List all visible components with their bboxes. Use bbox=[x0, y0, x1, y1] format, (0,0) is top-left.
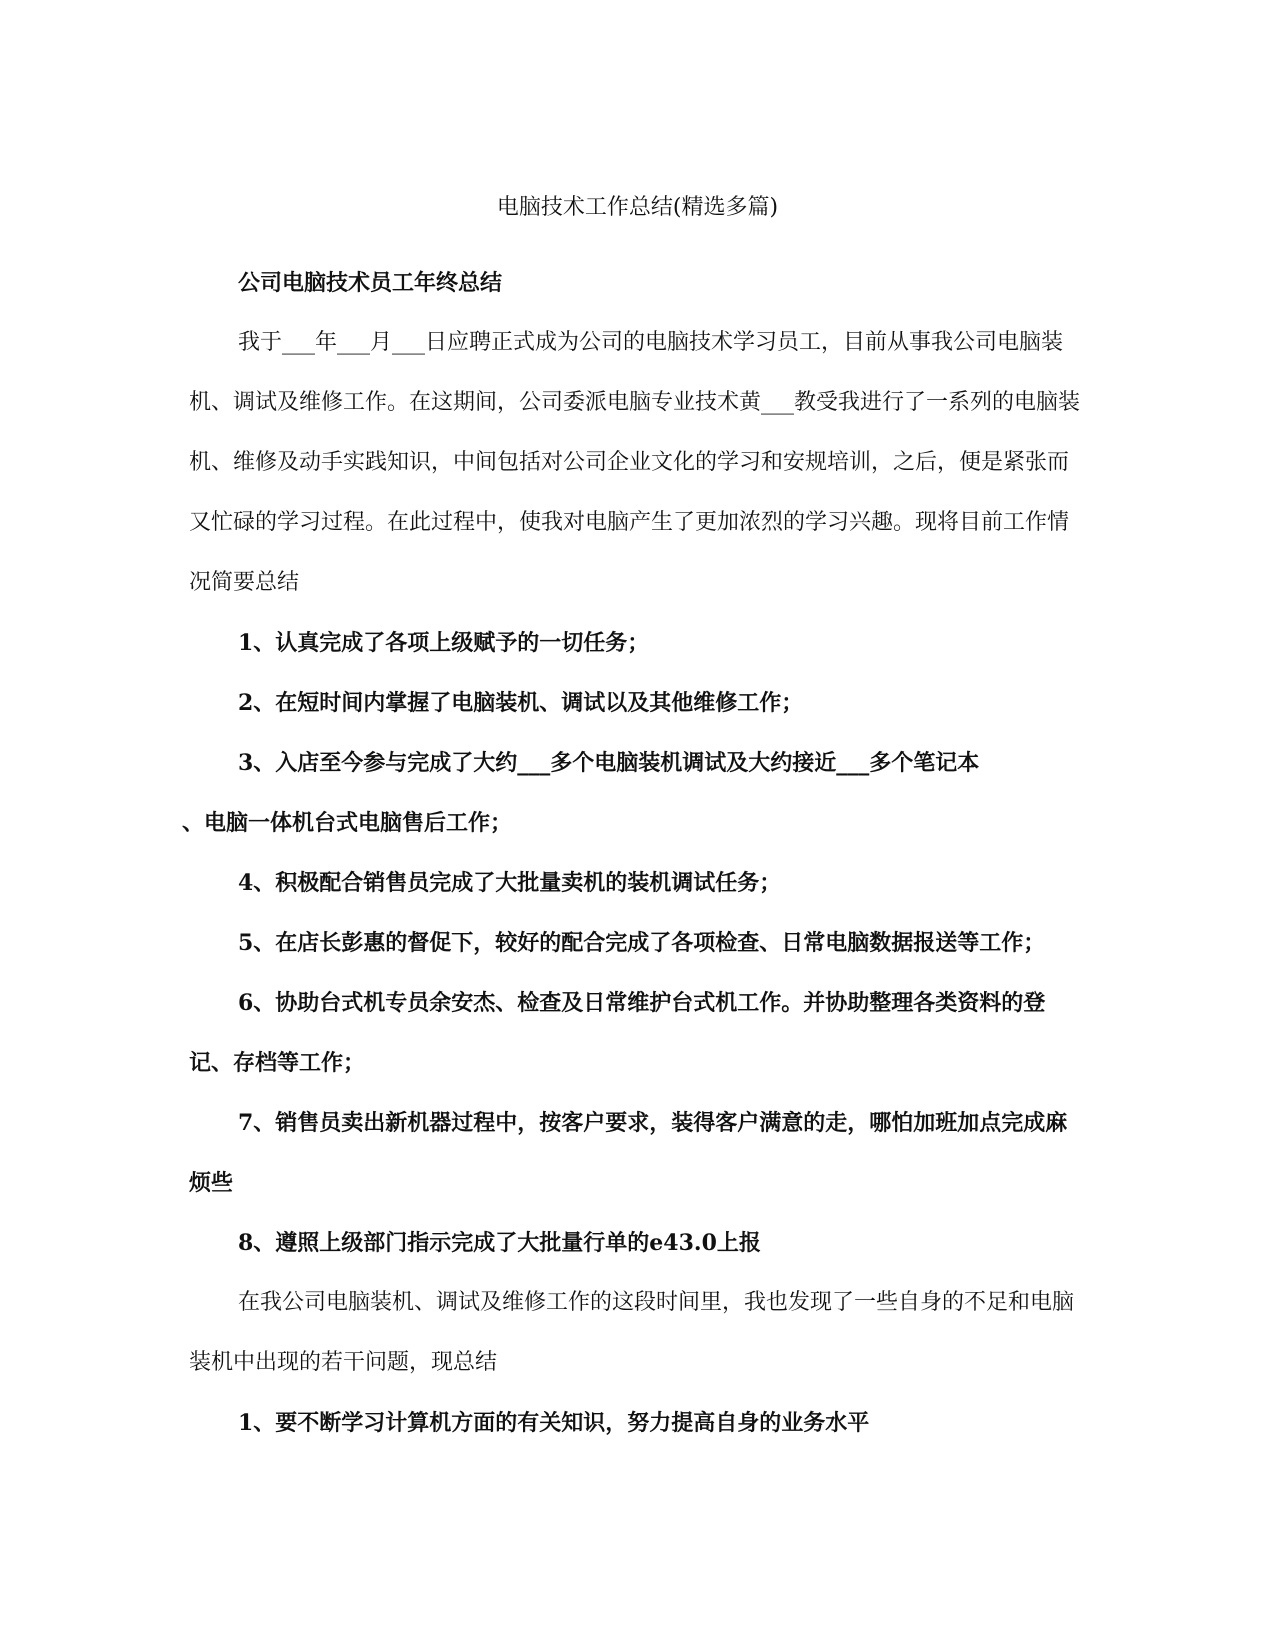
achievement-item-1: 1、认真完成了各项上级赋予的一切任务； bbox=[238, 630, 650, 656]
reflection-paragraph: 在我公司电脑装机、调试及维修工作的这段时间里，我也发现了一些自身的不足和电脑装机中出现的若干问题，现总结 bbox=[189, 1290, 1075, 1375]
achievement-item-2: 2、在短时间内掌握了电脑装机、调试以及其他维修工作； bbox=[238, 690, 804, 716]
achievement-item-8: 8、遵照上级部门指示完成了大批量行单的e43.0上报 bbox=[238, 1230, 761, 1256]
achievement-item-3: 3、入店至今参与完成了大约___多个电脑装机调试及大约接近___多个笔记本 bbox=[238, 750, 980, 776]
achievement-item-4: 4、积极配合销售员完成了大批量卖机的装机调试任务； bbox=[238, 870, 782, 896]
document-body bbox=[182, 253, 1089, 1453]
document-title: 电脑技术工作总结(精选多篇) bbox=[496, 195, 779, 220]
section-heading: 公司电脑技术员工年终总结 bbox=[238, 270, 503, 296]
achievement-item-3-continued: 、电脑一体机台式电脑售后工作； bbox=[182, 810, 513, 836]
intro-paragraph: 我于___年___月___日应聘正式成为公司的电脑技术学习员工，目前从事我公司电脑装机、调试及维修工作。在这期间，公司委派电脑专业技术黄___教受我进行了一系列的电脑装机、维修及动手实践知识，中间包括对公司企业文化的学习和安规培训，之后，便是紧张而又忙碌的学习过程。在此过程中，使我对电脑产生了更加浓烈的学习兴趣。现将目前工作情况简要总结 bbox=[189, 330, 1081, 595]
achievement-item-6: 6、协助台式机专员余安杰、检查及日常维护台式机工作。并协助整理各类资料的登记、存档等工作； bbox=[189, 990, 1046, 1076]
achievement-item-7: 7、销售员卖出新机器过程中，按客户要求，装得客户满意的走，哪怕加班加点完成麻烦些 bbox=[189, 1110, 1068, 1196]
achievement-item-5: 5、在店长彭惠的督促下，较好的配合完成了各项检查、日常电脑数据报送等工作； bbox=[238, 930, 1046, 956]
improvement-item-1: 1、要不断学习计算机方面的有关知识，努力提高自身的业务水平 bbox=[238, 1410, 870, 1436]
